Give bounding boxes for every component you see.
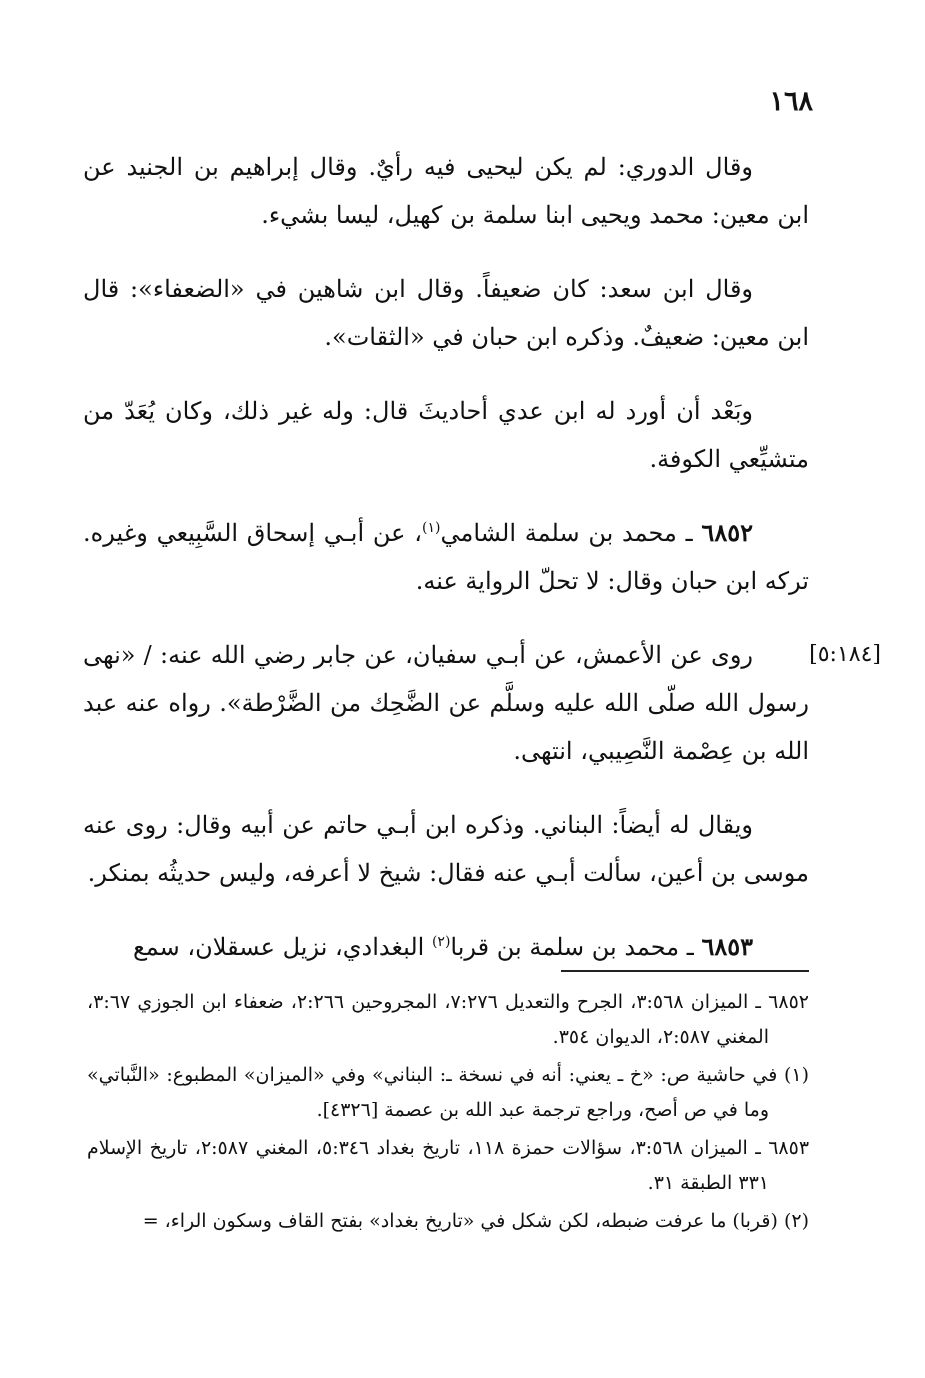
entry-tail: ، عن أبـي إسحاق السَّبِيعي وغيره. تركه ابن حبان وقال: لا تحلّ الرواية عنه. [83,519,809,595]
margin-reference: [٥:١٨٤] [809,642,881,667]
entry-6853 [83,923,809,971]
paragraph-banani: ويقال له أيضاً: البناني. وذكره ابن أبـي حاتم عن أبيه وقال: روى عنه موسى بن أعين، سألت أبـي عنه فقال: شيخ لا أعرفه، وليس حديثُه بمنكر. [83,811,809,887]
entry-head: ـ محمد بن سلمة بن قربا [450,933,702,961]
entry-6852 [83,509,809,605]
paragraph-ibn-sad: وقال ابن سعد: كان ضعيفاً. وقال ابن شاهين في «الضعفاء»: قال ابن معين: ضعيفٌ. وذكره ابن حبان في «الثقات». [83,275,809,351]
footnote-marker: (١) [422,520,441,536]
entry-tail: البغدادي، نزيل عسقلان، سمع [133,933,432,961]
footnote-6852-sources: ٦٨٥٢ ـ الميزان ٣:٥٦٨، الجرح والتعديل ٧:٢٧٦، المجروحين ٢:٢٦٦، ضعفاء ابن الجوزي ٣:٦٧، المغني ٢:٥٨٧، الديوان ٣٥٤. [87,991,809,1048]
entry-head: ـ محمد بن سلمة الشامي [440,519,702,547]
main-text [83,143,881,995]
footnotes [87,985,809,1242]
entry-number: ٦٨٥٢ [701,518,753,547]
entry-number: ٦٨٥٣ [701,932,753,961]
footnote-divider [561,970,809,972]
paragraph-ibn-adi: وبَعْد أن أورد له ابن عدي أحاديثَ قال: وله غير ذلك، وكان يُعَدّ من متشيِّعي الكوفة. [83,397,809,473]
footnote-2: (٢) (قربا) ما عرفت ضبطه، لكن شكل في «تاريخ بغداد» بفتح القاف وسكون الراء، = [142,1210,809,1232]
page-number: ١٦٨ [769,86,813,117]
footnote-1: (١) في حاشية ص: «خ ـ يعني: أنه في نسخة ـ: البناني» وفي «الميزان» المطبوع: «النَّباتي» وما في ص أصح، وراجع ترجمة عبد الله بن عصمة [٤٣٢٦]. [87,1064,809,1121]
footnote-6853-sources: ٦٨٥٣ ـ الميزان ٣:٥٦٨، سؤالات حمزة ١١٨، تاريخ بغداد ٥:٣٤٦، المغني ٢:٥٨٧، تاريخ الإسلام ٣٣١ الطبقة ٣١. [87,1137,810,1194]
paragraph-hadith [83,631,881,775]
footnote-marker: (٢) [431,934,451,950]
paragraph-hadith-text: روى عن الأعمش، عن أبـي سفيان، عن جابر رضي الله عنه: / «نهى رسول الله صلّى الله عليه وسلَّم عن الضَّحِك من الضَّرْطة». رواه عنه عبد الله بن عِصْمة النَّصِيبي، انتهى. [83,641,809,765]
paragraph-duri: وقال الدوري: لم يكن ليحيى فيه رأيٌ. وقال إبراهيم بن الجنيد عن ابن معين: محمد ويحيى ابنا سلمة بن كهيل، ليسا بشيء. [83,153,809,229]
